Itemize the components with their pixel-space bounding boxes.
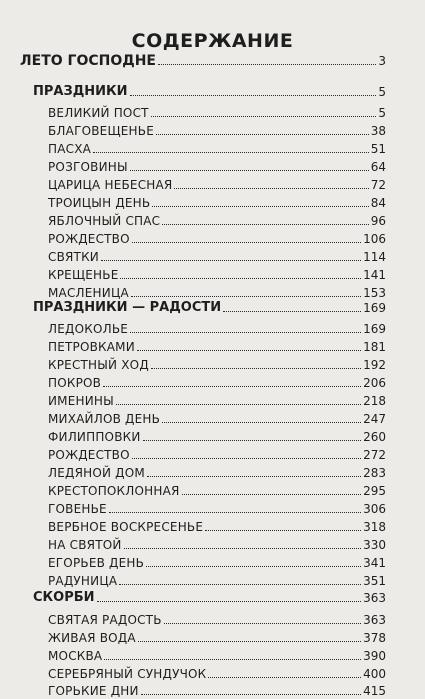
page-number: 272 bbox=[363, 448, 386, 462]
entry-title: БЛАГОВЕЩЕНЬЕ bbox=[48, 124, 154, 138]
entry-title: МИХАЙЛОВ ДЕНЬ bbox=[48, 412, 161, 426]
chapter-entry bbox=[48, 555, 386, 571]
page-number: 415 bbox=[363, 684, 386, 698]
chapter-entry bbox=[48, 357, 386, 373]
page-number: 218 bbox=[363, 394, 386, 408]
page-number: 3 bbox=[378, 54, 386, 68]
page-number: 181 bbox=[363, 340, 386, 354]
page-number: 247 bbox=[363, 412, 386, 426]
entry-title: ПОКРОВ bbox=[48, 376, 102, 390]
chapter-entry bbox=[48, 375, 386, 391]
entry-title: ЛЕДЯНОЙ ДОМ bbox=[48, 466, 145, 480]
entry-title: ВЕРБНОЕ ВОСКРЕСЕНЬЕ bbox=[48, 520, 204, 534]
dot-leader bbox=[93, 151, 369, 153]
dot-leader bbox=[137, 349, 361, 351]
dot-leader bbox=[223, 310, 361, 312]
entry-title: ИМЕНИНЫ bbox=[48, 394, 114, 408]
dot-leader bbox=[124, 547, 362, 549]
entry-title: ЛЕДОКОЛЬЕ bbox=[48, 322, 129, 336]
dot-leader bbox=[119, 583, 361, 585]
dot-leader bbox=[151, 115, 377, 117]
page-number: 51 bbox=[370, 142, 386, 156]
page-number: 206 bbox=[363, 376, 386, 390]
chapter-entry bbox=[48, 630, 386, 646]
chapter-entry bbox=[48, 231, 386, 247]
entry-title: МАСЛЕНИЦА bbox=[48, 286, 129, 300]
entry-title: ЛЕТО ГОСПОДНЕ bbox=[20, 53, 156, 69]
chapter-entry bbox=[48, 141, 386, 157]
chapter-entry bbox=[48, 519, 386, 535]
entry-title: СЕРЕБРЯНЫЙ СУНДУЧОК bbox=[48, 667, 207, 681]
dot-leader bbox=[152, 205, 368, 207]
dot-leader bbox=[130, 331, 361, 333]
chapter-entry bbox=[48, 537, 386, 553]
entry-title: МОСКВА bbox=[48, 649, 103, 663]
dot-leader bbox=[147, 475, 361, 477]
page-number: 192 bbox=[363, 358, 386, 372]
entry-title: ФИЛИППОВКИ bbox=[48, 430, 141, 444]
page-number: 141 bbox=[363, 268, 386, 282]
dot-leader bbox=[141, 693, 361, 695]
page-number: 283 bbox=[363, 466, 386, 480]
dot-leader bbox=[131, 295, 361, 297]
entry-title: КРЕСТНЫЙ ХОД bbox=[48, 358, 149, 372]
chapter-entry bbox=[48, 393, 386, 409]
entry-title: ВЕЛИКИЙ ПОСТ bbox=[48, 106, 149, 120]
chapter-entry bbox=[48, 195, 386, 211]
page-number: 295 bbox=[363, 484, 386, 498]
entry-title: РОЗГОВИНЫ bbox=[48, 160, 128, 174]
dot-leader bbox=[174, 187, 368, 189]
dot-leader bbox=[162, 223, 368, 225]
dot-leader bbox=[130, 169, 369, 171]
entry-title: СВЯТКИ bbox=[48, 250, 99, 264]
chapter-entry bbox=[48, 501, 386, 517]
page-number: 72 bbox=[370, 178, 386, 192]
page-number: 341 bbox=[363, 556, 386, 570]
page-number: 330 bbox=[363, 538, 386, 552]
dot-leader bbox=[109, 511, 361, 513]
entry-title: КРЕЩЕНЬЕ bbox=[48, 268, 119, 282]
entry-title: СКОРБИ bbox=[33, 590, 95, 605]
dot-leader bbox=[156, 133, 369, 135]
dot-leader bbox=[151, 367, 361, 369]
entry-title: ПРАЗДНИКИ — РАДОСТИ bbox=[33, 300, 222, 315]
entry-title: КРЕСТОПОКЛОННАЯ bbox=[48, 484, 180, 498]
entry-title: РАДУНИЦА bbox=[48, 574, 118, 588]
section-entry bbox=[33, 590, 386, 606]
chapter-entry bbox=[48, 213, 386, 229]
chapter-entry bbox=[48, 285, 386, 301]
part-entry bbox=[20, 53, 386, 69]
dot-leader bbox=[146, 565, 361, 567]
entry-title: ЕГОРЬЕВ ДЕНЬ bbox=[48, 556, 145, 570]
page-number: 318 bbox=[363, 520, 386, 534]
page-number: 400 bbox=[363, 667, 386, 681]
dot-leader bbox=[158, 63, 376, 65]
dot-leader bbox=[103, 385, 361, 387]
page-number: 169 bbox=[363, 301, 386, 315]
dot-leader bbox=[104, 658, 361, 660]
page-title: СОДЕРЖАНИЕ bbox=[131, 30, 294, 52]
dot-leader bbox=[164, 622, 361, 624]
chapter-entry bbox=[48, 123, 386, 139]
page-number: 38 bbox=[370, 124, 386, 138]
page-number: 153 bbox=[363, 286, 386, 300]
dot-leader bbox=[138, 640, 361, 642]
page-number: 351 bbox=[363, 574, 386, 588]
dot-leader bbox=[162, 421, 361, 423]
entry-title: РОЖДЕСТВО bbox=[48, 232, 130, 246]
section-entry bbox=[33, 84, 386, 100]
dot-leader bbox=[132, 241, 361, 243]
chapter-entry bbox=[48, 573, 386, 589]
page-number: 378 bbox=[363, 631, 386, 645]
chapter-entry bbox=[48, 105, 386, 121]
page-number: 306 bbox=[363, 502, 386, 516]
chapter-entry bbox=[48, 683, 386, 699]
page-number: 114 bbox=[363, 250, 386, 264]
entry-title: ЦАРИЦА НЕБЕСНАЯ bbox=[48, 178, 173, 192]
dot-leader bbox=[97, 600, 362, 602]
entry-title: ГОРЬКИЕ ДНИ bbox=[48, 684, 139, 698]
entry-title: ЖИВАЯ ВОДА bbox=[48, 631, 136, 645]
page-number: 390 bbox=[363, 649, 386, 663]
page-number: 84 bbox=[370, 196, 386, 210]
entry-title: ПАСХА bbox=[48, 142, 92, 156]
chapter-entry bbox=[48, 249, 386, 265]
page-number: 64 bbox=[370, 160, 386, 174]
entry-title: ПРАЗДНИКИ bbox=[33, 84, 128, 99]
page-number: 363 bbox=[363, 591, 386, 605]
chapter-entry bbox=[48, 267, 386, 283]
chapter-entry bbox=[48, 177, 386, 193]
dot-leader bbox=[120, 277, 361, 279]
chapter-entry bbox=[48, 321, 386, 337]
chapter-entry bbox=[48, 339, 386, 355]
dot-leader bbox=[182, 493, 362, 495]
chapter-entry bbox=[48, 648, 386, 664]
chapter-entry bbox=[48, 465, 386, 481]
page-number: 96 bbox=[370, 214, 386, 228]
chapter-entry bbox=[48, 159, 386, 175]
page-number: 5 bbox=[378, 85, 386, 99]
dot-leader bbox=[132, 457, 361, 459]
page-number: 106 bbox=[363, 232, 386, 246]
dot-leader bbox=[116, 403, 361, 405]
dot-leader bbox=[130, 94, 377, 96]
chapter-entry bbox=[48, 411, 386, 427]
section-entry bbox=[33, 300, 386, 316]
entry-title: РОЖДЕСТВО bbox=[48, 448, 130, 462]
chapter-entry bbox=[48, 447, 386, 463]
chapter-entry bbox=[48, 612, 386, 628]
dot-leader bbox=[101, 259, 361, 261]
entry-title: ГОВЕНЬЕ bbox=[48, 502, 107, 516]
entry-title: ТРОИЦЫН ДЕНЬ bbox=[48, 196, 151, 210]
chapter-entry bbox=[48, 666, 386, 682]
page-number: 5 bbox=[378, 106, 386, 120]
dot-leader bbox=[208, 676, 361, 678]
chapter-entry bbox=[48, 483, 386, 499]
chapter-entry bbox=[48, 429, 386, 445]
page-number: 363 bbox=[363, 613, 386, 627]
entry-title: ПЕТРОВКАМИ bbox=[48, 340, 135, 354]
entry-title: СВЯТАЯ РАДОСТЬ bbox=[48, 613, 162, 627]
dot-leader bbox=[205, 529, 361, 531]
page-number: 169 bbox=[363, 322, 386, 336]
entry-title: ЯБЛОЧНЫЙ СПАС bbox=[48, 214, 161, 228]
page-number: 260 bbox=[363, 430, 386, 444]
dot-leader bbox=[143, 439, 362, 441]
entry-title: НА СВЯТОЙ bbox=[48, 538, 122, 552]
